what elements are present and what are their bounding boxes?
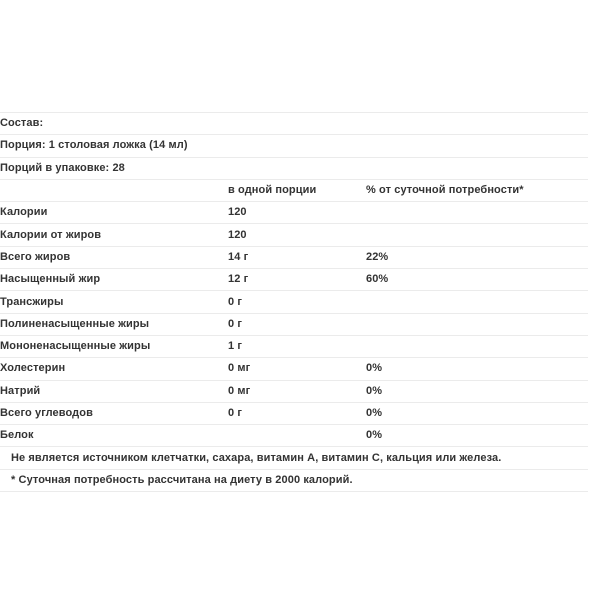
composition-row [0,113,588,135]
nutrient-daily-value [366,291,588,313]
nutrient-amount: 0 г [228,407,243,419]
nutrient-daily-value [366,202,588,224]
table-header-row [0,179,588,201]
daily-value-basis-note-row [0,469,588,491]
column-header-amount-per-serving: в одной порции [228,184,317,197]
nutrient-daily-value: 0% [366,407,383,419]
servings-per-container-row [0,157,588,179]
serving-size-row [0,135,588,157]
nutrient-daily-value [366,313,588,335]
nutrition-table-body [0,113,588,492]
nutrient-amount: 120 [228,206,247,219]
nutrition-facts-panel [0,112,588,492]
nutrient-daily-value: 0% [366,429,383,442]
nutrient-label: Мононенасыщенные жиры [0,340,151,353]
table-row [0,202,588,224]
nutrient-amount: 0 г [228,317,243,330]
nutrient-label: Натрий [0,384,41,397]
nutrient-label: Калории от жиров [0,228,102,241]
nutrient-label: Насыщенный жир [0,273,101,286]
column-header-daily-value: % от суточной потребности* [366,184,524,197]
nutrient-amount: 1 г [228,340,243,353]
nutrient-label: Холестерин [0,362,66,375]
composition-label: Состав: [0,117,44,130]
table-row [0,224,588,246]
table-row [0,313,588,335]
table-row [0,291,588,313]
nutrient-daily-value: 60% [366,273,389,286]
nutrient-daily-value [366,335,588,357]
nutrient-amount: 12 г [228,273,249,286]
not-a-source-note-row [0,447,588,469]
nutrient-daily-value: 0% [366,384,383,397]
nutrient-label: Белок [0,429,34,442]
nutrient-label: Всего углеводов [0,407,93,419]
servings-per-container-text: Порций в упаковке: 28 [0,161,125,174]
nutrient-amount: 0 мг [228,362,251,375]
nutrient-amount: 14 г [228,250,249,263]
nutrient-amount: 0 мг [228,384,251,397]
table-row [0,380,588,402]
table-row [0,269,588,291]
table-row [0,425,588,447]
nutrient-daily-value: 22% [366,250,389,263]
nutrient-amount: 120 [228,228,247,241]
not-a-source-note: Не является источником клетчатки, сахара, витамин А, витамин С, кальция или железа. [11,451,502,464]
table-row [0,402,588,424]
nutrient-daily-value [366,224,588,246]
daily-value-basis-note: * Суточная потребность рассчитана на диету в 2000 калорий. [11,473,353,486]
nutrient-label: Полиненасыщенные жиры [0,317,150,330]
nutrient-amount: 0 г [228,295,243,308]
serving-size-text: Порция: 1 столовая ложка (14 мл) [0,139,188,152]
nutrient-amount [228,425,366,447]
nutrient-label: Всего жиров [0,250,71,263]
table-row [0,246,588,268]
table-row [0,335,588,357]
nutrition-facts-table [0,112,588,492]
table-row [0,358,588,380]
nutrient-daily-value: 0% [366,362,383,375]
nutrient-label: Трансжиры [0,295,64,308]
nutrient-label: Калории [0,206,48,219]
column-header-nutrient [0,179,228,201]
